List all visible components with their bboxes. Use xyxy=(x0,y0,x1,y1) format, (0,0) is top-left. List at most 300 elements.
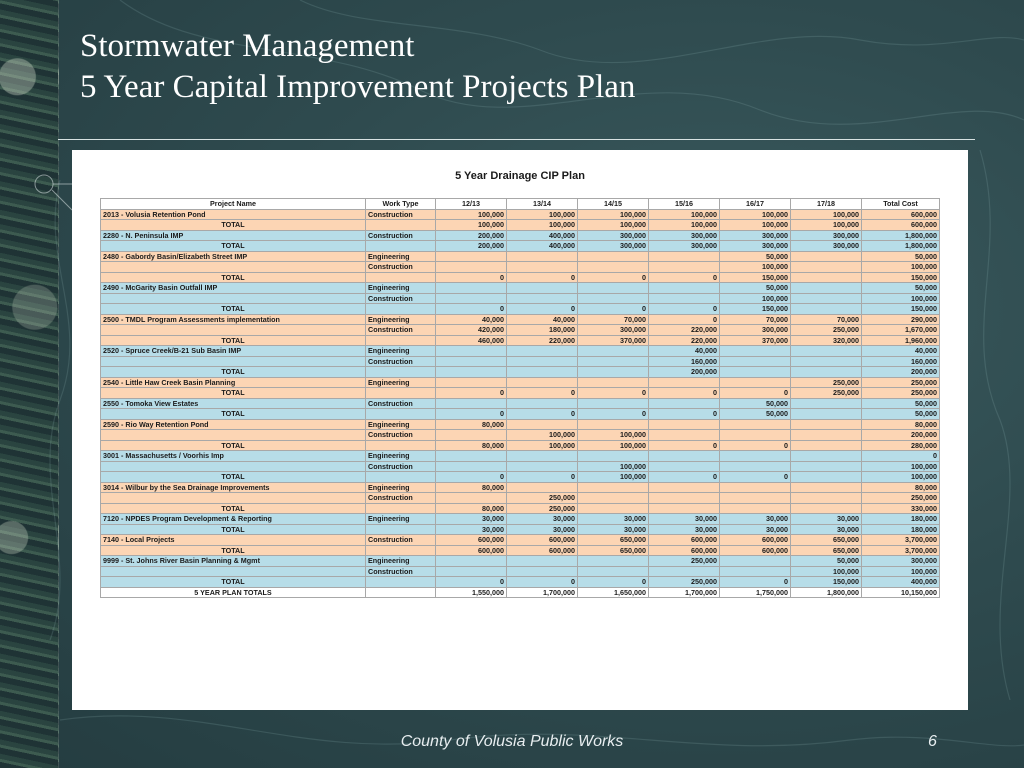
column-header: 16/17 xyxy=(720,199,791,210)
amount-cell: 0 xyxy=(649,388,720,399)
amount-cell: 370,000 xyxy=(578,335,649,346)
amount-cell xyxy=(720,346,791,357)
amount-cell: 600,000 xyxy=(649,535,720,546)
table-row xyxy=(101,283,940,294)
amount-cell: 0 xyxy=(507,472,578,483)
amount-cell xyxy=(436,556,507,567)
amount-cell: 180,000 xyxy=(507,325,578,336)
work-type-cell xyxy=(366,472,436,483)
amount-cell: 50,000 xyxy=(720,283,791,294)
amount-cell xyxy=(578,556,649,567)
amount-cell xyxy=(791,493,862,504)
amount-cell: 0 xyxy=(436,272,507,283)
total-row xyxy=(101,367,940,378)
amount-cell: 0 xyxy=(436,409,507,420)
amount-cell: 1,800,000 xyxy=(862,230,940,241)
amount-cell xyxy=(507,356,578,367)
project-name-cell: 9999 - St. Johns River Basin Planning & Mgmt xyxy=(101,556,366,567)
work-type-cell: Engineering xyxy=(366,314,436,325)
amount-cell: 0 xyxy=(507,304,578,315)
amount-cell: 100,000 xyxy=(720,262,791,273)
table-row xyxy=(101,430,940,441)
work-type-cell xyxy=(366,524,436,535)
project-name-cell: TOTAL xyxy=(101,577,366,588)
amount-cell: 0 xyxy=(578,388,649,399)
amount-cell: 40,000 xyxy=(436,314,507,325)
amount-cell: 100,000 xyxy=(720,293,791,304)
amount-cell xyxy=(507,293,578,304)
amount-cell: 300,000 xyxy=(720,325,791,336)
total-row xyxy=(101,472,940,483)
amount-cell: 0 xyxy=(436,472,507,483)
amount-cell xyxy=(436,430,507,441)
work-type-cell xyxy=(366,388,436,399)
project-name-cell xyxy=(101,325,366,336)
table-row xyxy=(101,566,940,577)
amount-cell xyxy=(649,461,720,472)
amount-cell: 300,000 xyxy=(791,241,862,252)
amount-cell xyxy=(578,482,649,493)
project-name-cell: 7140 - Local Projects xyxy=(101,535,366,546)
table-row xyxy=(101,262,940,273)
amount-cell: 600,000 xyxy=(436,535,507,546)
amount-cell: 100,000 xyxy=(862,472,940,483)
work-type-cell xyxy=(366,503,436,514)
amount-cell: 30,000 xyxy=(578,514,649,525)
column-header: 15/16 xyxy=(649,199,720,210)
project-name-cell: TOTAL xyxy=(101,304,366,315)
project-name-cell: 2590 - Rio Way Retention Pond xyxy=(101,419,366,430)
amount-cell: 30,000 xyxy=(578,524,649,535)
amount-cell: 300,000 xyxy=(720,230,791,241)
amount-cell: 100,000 xyxy=(649,209,720,220)
amount-cell: 50,000 xyxy=(862,251,940,262)
amount-cell: 50,000 xyxy=(720,409,791,420)
grand-total-row xyxy=(101,587,940,598)
project-name-cell: 2490 - McGarity Basin Outfall IMP xyxy=(101,283,366,294)
total-row xyxy=(101,335,940,346)
amount-cell xyxy=(436,356,507,367)
amount-cell xyxy=(578,451,649,462)
amount-cell: 30,000 xyxy=(720,524,791,535)
amount-cell xyxy=(791,482,862,493)
amount-cell: 0 xyxy=(578,272,649,283)
amount-cell: 600,000 xyxy=(507,535,578,546)
amount-cell: 180,000 xyxy=(862,524,940,535)
amount-cell: 250,000 xyxy=(649,577,720,588)
work-type-cell xyxy=(366,587,436,598)
amount-cell xyxy=(649,251,720,262)
amount-cell: 70,000 xyxy=(720,314,791,325)
amount-cell: 50,000 xyxy=(720,398,791,409)
amount-cell: 70,000 xyxy=(578,314,649,325)
amount-cell: 600,000 xyxy=(507,545,578,556)
amount-cell: 250,000 xyxy=(507,503,578,514)
amount-cell: 650,000 xyxy=(791,535,862,546)
work-type-cell: Engineering xyxy=(366,419,436,430)
amount-cell xyxy=(720,566,791,577)
amount-cell xyxy=(507,451,578,462)
work-type-cell xyxy=(366,367,436,378)
amount-cell: 100,000 xyxy=(791,220,862,231)
amount-cell: 100,000 xyxy=(578,461,649,472)
project-name-cell: TOTAL xyxy=(101,545,366,556)
amount-cell: 150,000 xyxy=(862,272,940,283)
column-header: Work Type xyxy=(366,199,436,210)
amount-cell: 200,000 xyxy=(862,430,940,441)
amount-cell: 0 xyxy=(720,388,791,399)
work-type-cell xyxy=(366,577,436,588)
amount-cell: 200,000 xyxy=(649,367,720,378)
work-type-cell: Construction xyxy=(366,398,436,409)
decorative-map-strip xyxy=(0,0,59,768)
amount-cell: 0 xyxy=(578,409,649,420)
amount-cell: 150,000 xyxy=(791,577,862,588)
amount-cell xyxy=(436,566,507,577)
work-type-cell: Engineering xyxy=(366,451,436,462)
amount-cell: 50,000 xyxy=(720,251,791,262)
amount-cell: 300,000 xyxy=(578,325,649,336)
amount-cell xyxy=(791,262,862,273)
table-row xyxy=(101,514,940,525)
amount-cell xyxy=(720,367,791,378)
amount-cell xyxy=(791,419,862,430)
amount-cell: 250,000 xyxy=(791,377,862,388)
amount-cell: 280,000 xyxy=(862,440,940,451)
project-name-cell: TOTAL xyxy=(101,503,366,514)
amount-cell xyxy=(578,493,649,504)
project-name-cell: 2540 - Little Haw Creek Basin Planning xyxy=(101,377,366,388)
table-row xyxy=(101,535,940,546)
table-row xyxy=(101,293,940,304)
amount-cell: 150,000 xyxy=(720,304,791,315)
work-type-cell: Engineering xyxy=(366,283,436,294)
work-type-cell: Construction xyxy=(366,262,436,273)
amount-cell: 0 xyxy=(649,314,720,325)
project-name-cell: TOTAL xyxy=(101,409,366,420)
amount-cell: 50,000 xyxy=(862,283,940,294)
amount-cell: 100,000 xyxy=(507,430,578,441)
amount-cell xyxy=(436,377,507,388)
table-row xyxy=(101,314,940,325)
amount-cell xyxy=(436,461,507,472)
amount-cell: 80,000 xyxy=(862,419,940,430)
amount-cell: 100,000 xyxy=(436,220,507,231)
work-type-cell: Construction xyxy=(366,430,436,441)
amount-cell: 290,000 xyxy=(862,314,940,325)
amount-cell xyxy=(791,304,862,315)
project-name-cell: 2480 - Gabordy Basin/Elizabeth Street IMP xyxy=(101,251,366,262)
amount-cell: 200,000 xyxy=(862,367,940,378)
amount-cell xyxy=(436,262,507,273)
project-name-cell xyxy=(101,430,366,441)
amount-cell: 1,670,000 xyxy=(862,325,940,336)
total-row xyxy=(101,409,940,420)
amount-cell xyxy=(791,472,862,483)
amount-cell: 1,650,000 xyxy=(578,587,649,598)
project-name-cell: TOTAL xyxy=(101,440,366,451)
table-title: 5 Year Drainage CIP Plan xyxy=(455,170,585,182)
amount-cell xyxy=(649,398,720,409)
project-name-cell: TOTAL xyxy=(101,524,366,535)
amount-cell: 0 xyxy=(720,440,791,451)
project-name-cell xyxy=(101,262,366,273)
amount-cell: 650,000 xyxy=(791,545,862,556)
table-row xyxy=(101,451,940,462)
amount-cell xyxy=(436,283,507,294)
project-name-cell: 2500 - TMDL Program Assessments implementation xyxy=(101,314,366,325)
work-type-cell xyxy=(366,304,436,315)
amount-cell xyxy=(578,398,649,409)
amount-cell: 370,000 xyxy=(720,335,791,346)
total-row xyxy=(101,220,940,231)
amount-cell: 3,700,000 xyxy=(862,535,940,546)
slide-footer: County of Volusia Public Works xyxy=(400,733,624,750)
amount-cell: 30,000 xyxy=(436,514,507,525)
amount-cell: 30,000 xyxy=(436,524,507,535)
work-type-cell: Engineering xyxy=(366,251,436,262)
amount-cell: 0 xyxy=(436,304,507,315)
project-name-cell: TOTAL xyxy=(101,388,366,399)
amount-cell: 220,000 xyxy=(649,325,720,336)
amount-cell: 300,000 xyxy=(649,230,720,241)
amount-cell: 300,000 xyxy=(578,241,649,252)
amount-cell: 250,000 xyxy=(862,388,940,399)
amount-cell: 400,000 xyxy=(507,230,578,241)
cip-table xyxy=(100,198,940,598)
amount-cell: 0 xyxy=(649,472,720,483)
amount-cell: 0 xyxy=(436,577,507,588)
amount-cell: 0 xyxy=(436,388,507,399)
amount-cell: 460,000 xyxy=(436,335,507,346)
table-row xyxy=(101,356,940,367)
project-name-cell: 2280 - N. Peninsula IMP xyxy=(101,230,366,241)
amount-cell xyxy=(507,419,578,430)
amount-cell: 80,000 xyxy=(436,440,507,451)
amount-cell xyxy=(436,346,507,357)
amount-cell: 80,000 xyxy=(862,482,940,493)
project-name-cell: 7120 - NPDES Program Development & Reporting xyxy=(101,514,366,525)
table-panel xyxy=(72,150,968,710)
work-type-cell: Engineering xyxy=(366,482,436,493)
amount-cell: 0 xyxy=(649,272,720,283)
amount-cell: 30,000 xyxy=(791,524,862,535)
amount-cell xyxy=(791,346,862,357)
amount-cell: 100,000 xyxy=(507,440,578,451)
table-row xyxy=(101,398,940,409)
amount-cell: 80,000 xyxy=(436,503,507,514)
amount-cell xyxy=(649,451,720,462)
amount-cell xyxy=(791,251,862,262)
amount-cell xyxy=(578,356,649,367)
amount-cell: 150,000 xyxy=(720,272,791,283)
amount-cell: 80,000 xyxy=(436,482,507,493)
amount-cell xyxy=(507,367,578,378)
amount-cell: 1,800,000 xyxy=(791,587,862,598)
amount-cell: 100,000 xyxy=(862,262,940,273)
amount-cell xyxy=(436,367,507,378)
amount-cell: 600,000 xyxy=(649,545,720,556)
amount-cell: 200,000 xyxy=(436,241,507,252)
amount-cell: 30,000 xyxy=(720,514,791,525)
project-name-cell xyxy=(101,566,366,577)
total-row xyxy=(101,388,940,399)
amount-cell: 1,750,000 xyxy=(720,587,791,598)
project-name-cell: 2520 - Spruce Creek/B-21 Sub Basin IMP xyxy=(101,346,366,357)
work-type-cell: Construction xyxy=(366,493,436,504)
amount-cell: 200,000 xyxy=(436,230,507,241)
amount-cell: 70,000 xyxy=(791,314,862,325)
project-name-cell: 2013 - Volusia Retention Pond xyxy=(101,209,366,220)
amount-cell: 0 xyxy=(507,409,578,420)
table-header-row xyxy=(101,199,940,210)
amount-cell xyxy=(649,482,720,493)
work-type-cell: Construction xyxy=(366,230,436,241)
total-row xyxy=(101,545,940,556)
amount-cell: 100,000 xyxy=(436,209,507,220)
amount-cell: 40,000 xyxy=(507,314,578,325)
amount-cell xyxy=(649,293,720,304)
total-row xyxy=(101,577,940,588)
amount-cell xyxy=(436,293,507,304)
amount-cell: 100,000 xyxy=(578,430,649,441)
amount-cell xyxy=(578,293,649,304)
amount-cell xyxy=(507,251,578,262)
amount-cell: 80,000 xyxy=(436,419,507,430)
project-name-cell: TOTAL xyxy=(101,335,366,346)
amount-cell: 0 xyxy=(507,577,578,588)
amount-cell: 100,000 xyxy=(507,220,578,231)
amount-cell xyxy=(720,461,791,472)
slide-title-line-2: 5 Year Capital Improvement Projects Plan xyxy=(80,69,636,105)
amount-cell xyxy=(791,367,862,378)
table-row xyxy=(101,251,940,262)
amount-cell: 180,000 xyxy=(862,514,940,525)
amount-cell xyxy=(649,419,720,430)
amount-cell xyxy=(436,493,507,504)
amount-cell xyxy=(649,493,720,504)
amount-cell xyxy=(720,377,791,388)
amount-cell: 50,000 xyxy=(862,409,940,420)
amount-cell: 1,700,000 xyxy=(649,587,720,598)
amount-cell xyxy=(791,440,862,451)
project-name-cell xyxy=(101,461,366,472)
amount-cell xyxy=(578,367,649,378)
amount-cell: 100,000 xyxy=(862,566,940,577)
amount-cell: 100,000 xyxy=(649,220,720,231)
amount-cell xyxy=(720,556,791,567)
work-type-cell: Engineering xyxy=(366,556,436,567)
amount-cell: 250,000 xyxy=(862,377,940,388)
total-row xyxy=(101,524,940,535)
amount-cell: 600,000 xyxy=(720,535,791,546)
project-name-cell: 3014 - Wilbur by the Sea Drainage Improvements xyxy=(101,482,366,493)
title-divider xyxy=(58,139,975,140)
work-type-cell: Construction xyxy=(366,209,436,220)
amount-cell xyxy=(720,451,791,462)
amount-cell: 100,000 xyxy=(578,472,649,483)
work-type-cell xyxy=(366,545,436,556)
work-type-cell: Construction xyxy=(366,293,436,304)
amount-cell: 0 xyxy=(720,577,791,588)
amount-cell: 300,000 xyxy=(649,241,720,252)
column-header: Project Name xyxy=(101,199,366,210)
work-type-cell: Construction xyxy=(366,356,436,367)
work-type-cell xyxy=(366,440,436,451)
work-type-cell xyxy=(366,272,436,283)
amount-cell xyxy=(649,503,720,514)
amount-cell xyxy=(649,283,720,294)
table-row xyxy=(101,556,940,567)
column-header: Total Cost xyxy=(862,199,940,210)
amount-cell xyxy=(578,251,649,262)
amount-cell: 0 xyxy=(649,304,720,315)
project-name-cell: 5 YEAR PLAN TOTALS xyxy=(101,587,366,598)
slide-title-line-1: Stormwater Management xyxy=(80,28,415,64)
amount-cell: 0 xyxy=(649,409,720,420)
amount-cell: 250,000 xyxy=(791,388,862,399)
amount-cell xyxy=(649,430,720,441)
amount-cell: 50,000 xyxy=(862,398,940,409)
project-name-cell xyxy=(101,356,366,367)
amount-cell xyxy=(507,262,578,273)
amount-cell xyxy=(578,419,649,430)
table-row xyxy=(101,230,940,241)
amount-cell xyxy=(791,503,862,514)
amount-cell xyxy=(578,262,649,273)
amount-cell xyxy=(791,283,862,294)
amount-cell: 100,000 xyxy=(791,566,862,577)
total-row xyxy=(101,440,940,451)
project-name-cell xyxy=(101,293,366,304)
amount-cell: 1,800,000 xyxy=(862,241,940,252)
amount-cell: 50,000 xyxy=(791,556,862,567)
amount-cell xyxy=(649,566,720,577)
amount-cell xyxy=(720,493,791,504)
amount-cell xyxy=(791,293,862,304)
work-type-cell xyxy=(366,241,436,252)
amount-cell xyxy=(507,482,578,493)
work-type-cell: Construction xyxy=(366,461,436,472)
amount-cell: 0 xyxy=(720,472,791,483)
project-name-cell: TOTAL xyxy=(101,241,366,252)
amount-cell: 100,000 xyxy=(578,440,649,451)
amount-cell: 0 xyxy=(507,388,578,399)
amount-cell xyxy=(507,283,578,294)
project-name-cell: TOTAL xyxy=(101,472,366,483)
amount-cell xyxy=(578,503,649,514)
amount-cell: 220,000 xyxy=(507,335,578,346)
amount-cell: 250,000 xyxy=(649,556,720,567)
project-name-cell: TOTAL xyxy=(101,220,366,231)
amount-cell: 300,000 xyxy=(578,230,649,241)
amount-cell xyxy=(578,346,649,357)
amount-cell: 400,000 xyxy=(862,577,940,588)
amount-cell: 650,000 xyxy=(578,545,649,556)
amount-cell xyxy=(720,482,791,493)
amount-cell: 100,000 xyxy=(578,220,649,231)
amount-cell: 1,960,000 xyxy=(862,335,940,346)
amount-cell xyxy=(578,377,649,388)
total-row xyxy=(101,241,940,252)
table-row xyxy=(101,461,940,472)
amount-cell: 0 xyxy=(507,272,578,283)
project-name-cell: 3001 - Massachusetts / Voorhis Imp xyxy=(101,451,366,462)
amount-cell: 320,000 xyxy=(791,335,862,346)
amount-cell: 100,000 xyxy=(862,293,940,304)
amount-cell: 100,000 xyxy=(507,209,578,220)
table-row xyxy=(101,377,940,388)
